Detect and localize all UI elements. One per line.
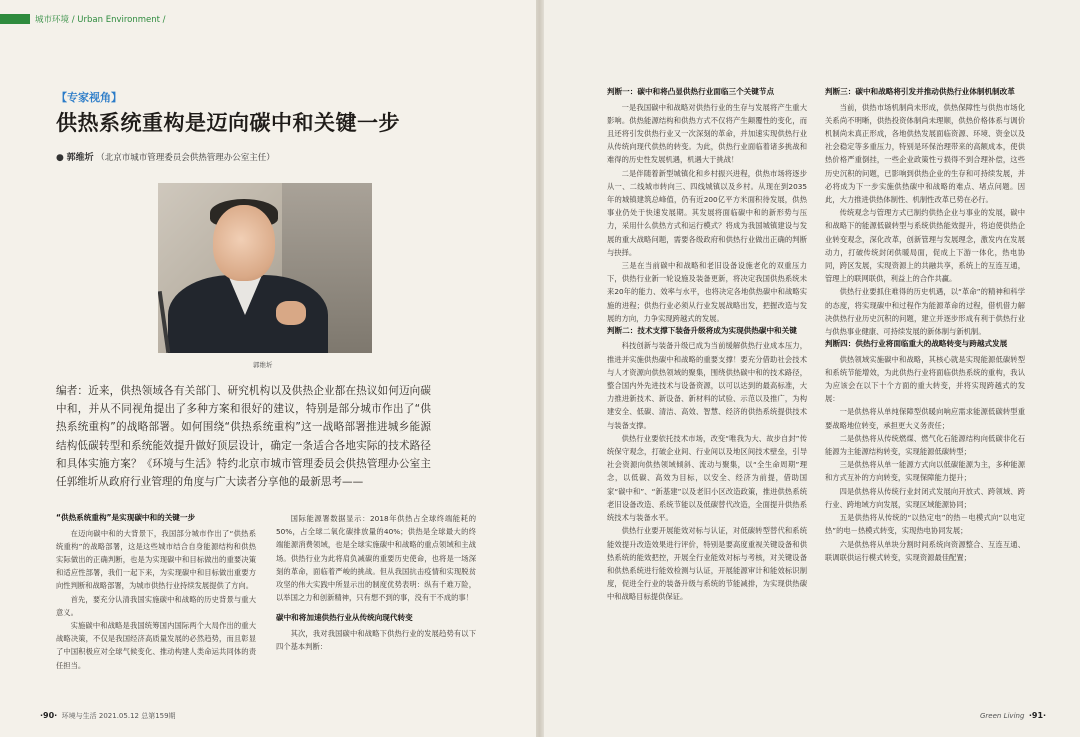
section-heading: 碳中和将加速供热行业从传统向现代转变: [276, 613, 413, 623]
footer-right: [980, 711, 1046, 720]
section-color-bar: [0, 14, 30, 24]
page-gutter: [536, 0, 544, 737]
paragraph: 科技创新与装备升级已成为当前缓解供热行业成本压力，推进并实施供热碳中和战略的重要支撑！要充分借助社会技术与人才资源向供热领域的聚集，围绕供热碳中和的技术路径，整合国内外先进技术与设备资源，以可以达到的最高标准，大力推进新技术、新设备、新材料的试验、示范以及推广，为构建安全、低碳、清洁、高效、智慧、经济的供热系统提供技术与装备支撑。: [607, 341, 807, 430]
left-column-2: [276, 512, 476, 653]
article-title: 供热系统重构是迈向碳中和关键一步: [56, 111, 400, 135]
journal-name-en: Green Living: [980, 712, 1025, 720]
paragraph: 一是我国碳中和战略对供热行业的生存与发展将产生重大影响。供热能源结构和供热方式不仅将产生颠覆性的变化，而且还将引发供热行业又一次深刻的革命，并加速实现供热行业从传统向现代供热的转变。为此，供热行业面临着诸多挑战和难得的历史性发展机遇，机遇大于挑战！: [607, 102, 807, 165]
journal-info: 环境与生活 2021.05.12 总第159期: [61, 712, 176, 720]
photo-caption: 郭维圻: [253, 361, 273, 369]
paragraph: 供热行业要开展能效对标与认证，对低碳转型替代和系统能效提升改造效果进行评价，特别是要高度重视关键设备和供热系统的能效把控，开展全行业能效对标与考核，对关键设备和供热系统进行能效检测与认证，开展能源审计和能效标识制度，促进全行业的装备升级与系统的节能减排，为实现供热碳中和战略目标提供保证。: [607, 526, 807, 602]
left-column-1: [56, 512, 256, 672]
section-label: 城市环境: [35, 15, 70, 25]
section-label-en: / Urban Environment /: [71, 15, 166, 25]
paragraph: 实施碳中和战略是我国统筹国内国际两个大局作出的重大战略决策，不仅是我国经济高质量发展的必然趋势，而且彰显了中国积极应对全球气候变化、推动构建人类命运共同体的责任担当。: [56, 620, 256, 670]
paragraph: 其次，我对我国碳中和战略下供热行业的发展趋势有以下四个基本判断：: [276, 628, 476, 652]
right-column-2: [825, 86, 1025, 564]
editor-note: 编者：近来，供热领域各有关部门、研究机构以及供热企业都在热议如何迈向碳中和，并从不同视角提出了多种方案和很好的建议，特别是部分城市作出了“供热系统重构”的战略部署。如何围绕“供热系统重构”这一战略部署推进城乡能源结构低碳转型和系统能效提升做好顶层设计，确定一条适合各地实际的技术路径和具体实施方案？《环境与生活》特约北京市城市管理委员会供热管理办公室主任郭维圻从政府行业管理的角度与广大读者分享他的最新思考——: [56, 385, 431, 489]
paragraph: 二是伴随着新型城镇化和乡村振兴进程，供热市场将逐步从一、二线城市转向三、四线城镇以及乡村。从现在到2035年的城镇建筑总峰值，仍有近200亿平方米面积待发展，供热事业仍处于快速发展期。其发展将面临碳中和的新形势与压力，采用什么供热方式和运行模式？将成为我国城镇建设与发展的重大战略问题，需要各级政府和供热行业做出正确的判断与抉择。: [607, 168, 807, 257]
section-heading: 判断三：碳中和战略将引发并推动供热行业体制机制改革: [825, 87, 1015, 96]
article-author: [56, 150, 275, 163]
section-heading: “供热系统重构”是实现碳中和的关键一步: [56, 513, 196, 522]
article-tag: 【专家视角】: [56, 91, 122, 104]
section-heading: 判断二：技术支撑下装备升级将成为实现供热碳中和关键: [607, 325, 797, 335]
paragraph: 三是在当前碳中和战略和老旧设备设施老化的双重压力下，供热行业新一轮设施及装备更新，将决定我国供热系统未来20年的能力、效率与水平，也将决定各地供热碳中和战略实施的进程；供热行业必须从行业发展战略出发，把握改造与发展的方向，力争实现跨越式的发展。: [607, 260, 807, 323]
paragraph: 传统观念与管理方式已制约供热企业与事业的发展，碳中和战略下的能源低碳转型与系统供热能效提升，将迫使供热企业转变观念，深化改革，创新管理与发展理念，激发内在发展动力，打破传统封闭供暖局面，促成上下游一体化，热电协同，跨区发展，实现资源上的共融共享，系统上的互连互通，管理上的联网联供，利益上的合作共赢。: [825, 208, 1025, 284]
author-photo: [158, 183, 372, 353]
section-heading: 判断一：碳中和将凸显供热行业面临三个关键节点: [607, 87, 775, 96]
footer-left: [40, 711, 176, 721]
paragraph: 当前，供热市场机制尚未形成，供热保障性与供热市场化关系尚不明晰，供热投资体制尚未理顺，供热价格体系与调价机制尚未真正形成，各地供热发展面临资源、环境、资金以及社会稳定等多重压力，特别是环保治理带来的高额成本，使供热价格严重倒挂，一些企业政策性亏损得不到合理补偿，这些历史沉积的问题，已影响到供热企业的生存和可持续发展，并必将成为下一步实施供热碳中和战略的难点、堵点问题。因此，大力推进供热体制性、机制性改革已势在必行。: [825, 102, 1025, 204]
section-header: [35, 13, 166, 25]
author-affiliation: （北京市城市管理委员会供热管理办公室主任）: [96, 153, 275, 163]
right-column-1: [607, 86, 807, 604]
paragraph: 二是供热将从传统燃煤、燃气化石能源结构向低碳非化石能源为主能源结构转变，实现能源低碳转型；: [825, 433, 1025, 457]
section-heading: 判断四：供热行业将面临重大的战略转变与跨越式发展: [825, 339, 1008, 349]
page-number-left: ·90·: [40, 711, 58, 720]
paragraph: 四是供热将从传统行业封闭式发展向开放式、跨领域、跨行业、跨地域方向发展，实现区域能源协同；: [825, 486, 1025, 509]
paragraph: 五是供热将从传统的“以热定电”的热－电模式向“以电定热”的电－热模式转变，实现热电协同发展；: [825, 513, 1025, 536]
page-number-right: ·91·: [1028, 711, 1047, 720]
author-name: 郭维圻: [66, 153, 94, 163]
paragraph: 供热行业要依托技术市场，改变“唯我为大、故步自封”传统保守观念，打破企业间、行业间以及地区间技术壁垒，引导社会资源向供热领域倾斜、流动与聚集，以“全生命周期”理念，以低碳、高效为目标，以安全、经济为前提，借助国家“碳中和”、“新基建”以及老旧小区改造政策，推进供热系统老旧设备改造、系统节能以及低碳替代改造，全面提升供热系统技术与装备水平。: [607, 433, 807, 523]
paragraph: 国际能源署数据显示：2018年供热占全球终端能耗的50%，占全球二氧化碳排放量的40%；供热是全球最大的终端能源消费领域，也是全球实施碳中和战略的重点领域和主战场。供热行业为此将肩负减碳的重要历史使命，也将是一场深刻的革命，面临着严峻的挑战。但从我国抗击疫情和实现脱贫攻坚的伟大实践中所显示出的制度优势表明：纵有千难万险，以举国之力和创新精神，只有想不到的事，没有干不成的事！: [276, 514, 476, 603]
paragraph: 在迈向碳中和的大背景下，我国部分城市作出了“供热系统重构”的战略部署，这是这些城市结合自身能源结构和供热实际做出的正确判断，也是为实现碳中和目标做出的重要决策和适应性部署，我们一起下来，为实现碳中和目标做出重要方向性判断和战略部署，为城市供热行业持续发展提供了方向。: [56, 528, 256, 591]
paragraph: 六是供热将从单块分割时间系统向资源整合、互连互通、联调联供运行模式转变，实现资源最佳配置；: [825, 539, 1025, 562]
paragraph: 三是供热将从单一能源方式向以低碳能源为主，多种能源和方式互补的方向转变，实现保障能力提升；: [825, 460, 1025, 483]
author-bullet-icon: ●: [56, 153, 64, 163]
paragraph: 一是供热将从单纯保障型供暖向响应需求能源低碳转型重要战略地位转变，承担更大义务责任；: [825, 407, 1025, 430]
paragraph: 供热领域实施碳中和战略，其核心就是实现能源低碳转型和系统节能增效，为此供热行业将面临供热系统的重构，我认为应该会在以下十个方面的重大转变，并将实现跨越式的发展：: [825, 354, 1025, 404]
paragraph: 供热行业要抓住难得的历史机遇，以“革命”的精神和科学的态度，将实现碳中和过程作为能源革命的过程，借机借力解决供热行业历史沉积的问题，建立并逐步形成有利于供热行业与供热事业健康、可持续发展的新体制与新机制。: [825, 287, 1025, 336]
paragraph: 首先，要充分认清我国实施碳中和战略的历史背景与重大意义。: [56, 594, 256, 617]
